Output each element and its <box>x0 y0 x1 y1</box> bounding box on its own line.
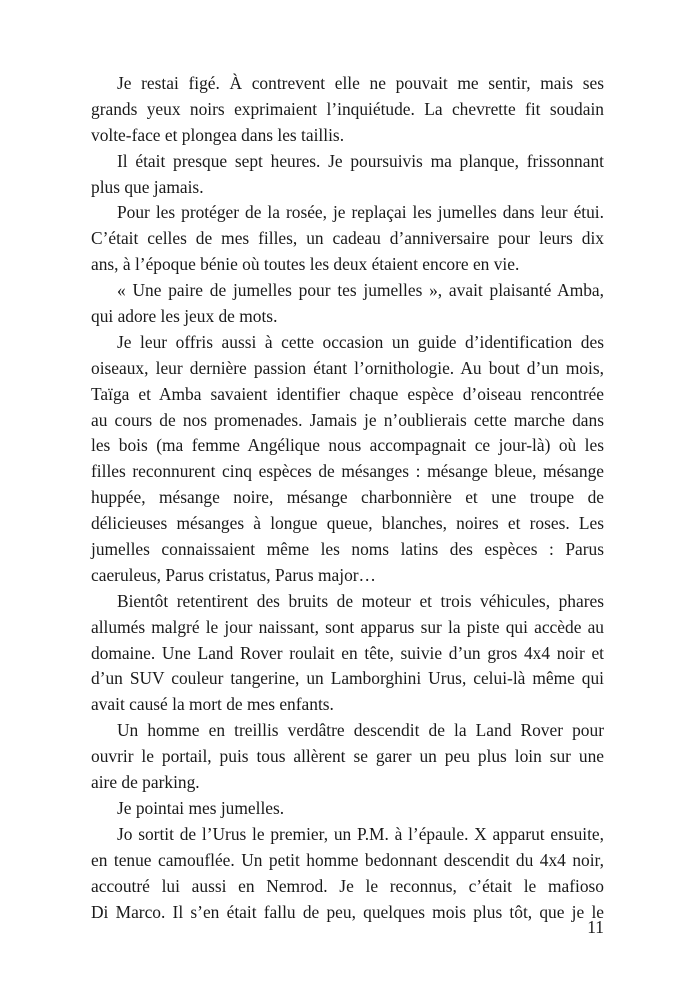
text-line: oiseaux, leur dernière passion étant l’ornithologie. Au bout d’un mois, <box>91 357 604 378</box>
text-line: Taïga et Amba savaient identifier chaque espèce d’oiseau rencontrée <box>91 383 604 404</box>
text-line: « Une paire de jumelles pour tes jumelles », avait plaisanté Amba, <box>117 280 604 301</box>
text-line: Je pointai mes jumelles. <box>117 797 285 818</box>
text-line: C’était celles de mes filles, un cadeau d’anniversaire pour leurs dix <box>91 228 604 249</box>
text-line: Je restai figé. À contrevent elle ne pouvait me sentir, mais ses <box>117 73 604 93</box>
text-line: aire de parking. <box>91 772 200 793</box>
text-line: filles reconnurent cinq espèces de mésanges : mésange bleue, mésange <box>91 461 604 482</box>
text-line: domaine. Une Land Rover roulait en tête, suivie d’un gros 4x4 noir et <box>91 642 604 663</box>
text-line: Je leur offris aussi à cette occasion un guide d’identification des <box>117 331 604 352</box>
text-line: Jo sortit de l’Urus le premier, un P.M. à l’épaule. X apparut ensuite, <box>117 823 604 844</box>
text-line: huppée, mésange noire, mésange charbonnière et une troupe de <box>91 487 604 508</box>
text-line: Pour les protéger de la rosée, je replaçai les jumelles dans leur étui. <box>117 202 604 223</box>
text-line: en tenue camouflée. Un petit homme bedonnant descendit du 4x4 noir, <box>91 849 604 870</box>
text-line: qui adore les jeux de mots. <box>91 306 278 327</box>
text-line: Di Marco. Il s’en était fallu de peu, quelques mois plus tôt, que je le <box>91 901 604 922</box>
text-line: Bientôt retentirent des bruits de moteur et trois véhicules, phares <box>117 590 604 611</box>
text-line: jumelles connaissaient même les noms latins des espèces : Parus <box>91 539 604 560</box>
text-line: Il était presque sept heures. Je poursuivis ma planque, frissonnant <box>117 150 604 171</box>
text-line: plus que jamais. <box>91 176 204 197</box>
body-text <box>91 71 604 925</box>
text-line: d’un SUV couleur tangerine, un Lamborghini Urus, celui-là même qui <box>91 668 604 689</box>
text-line: ouvrir le portail, puis tous allèrent se garer un peu plus loin sur une <box>91 746 604 767</box>
text-line: volte-face et plongea dans les taillis. <box>91 124 345 145</box>
text-line: ans, à l’époque bénie où toutes les deux étaient encore en vie. <box>91 254 520 275</box>
text-line: au cours de nos promenades. Jamais je n’oublierais cette marche dans <box>91 409 604 430</box>
text-line: accoutré lui aussi en Nemrod. Je le reconnus, c’était le mafioso <box>91 875 604 896</box>
text-line: avait causé la mort de mes enfants. <box>91 694 334 715</box>
text-line: caeruleus, Parus cristatus, Parus major… <box>91 564 376 585</box>
text-line: les bois (ma femme Angélique nous accompagnait ce jour-là) où les <box>91 435 604 456</box>
text-line: délicieuses mésanges à longue queue, blanches, noires et roses. Les <box>91 513 604 534</box>
page-number: 11 <box>587 917 604 937</box>
text-line: Un homme en treillis verdâtre descendit de la Land Rover pour <box>117 720 604 741</box>
text-line: grands yeux noirs exprimaient l’inquiétude. La chevrette fit soudain <box>91 98 604 119</box>
text-line: allumés malgré le jour naissant, sont apparus sur la piste qui accède au <box>91 616 604 637</box>
